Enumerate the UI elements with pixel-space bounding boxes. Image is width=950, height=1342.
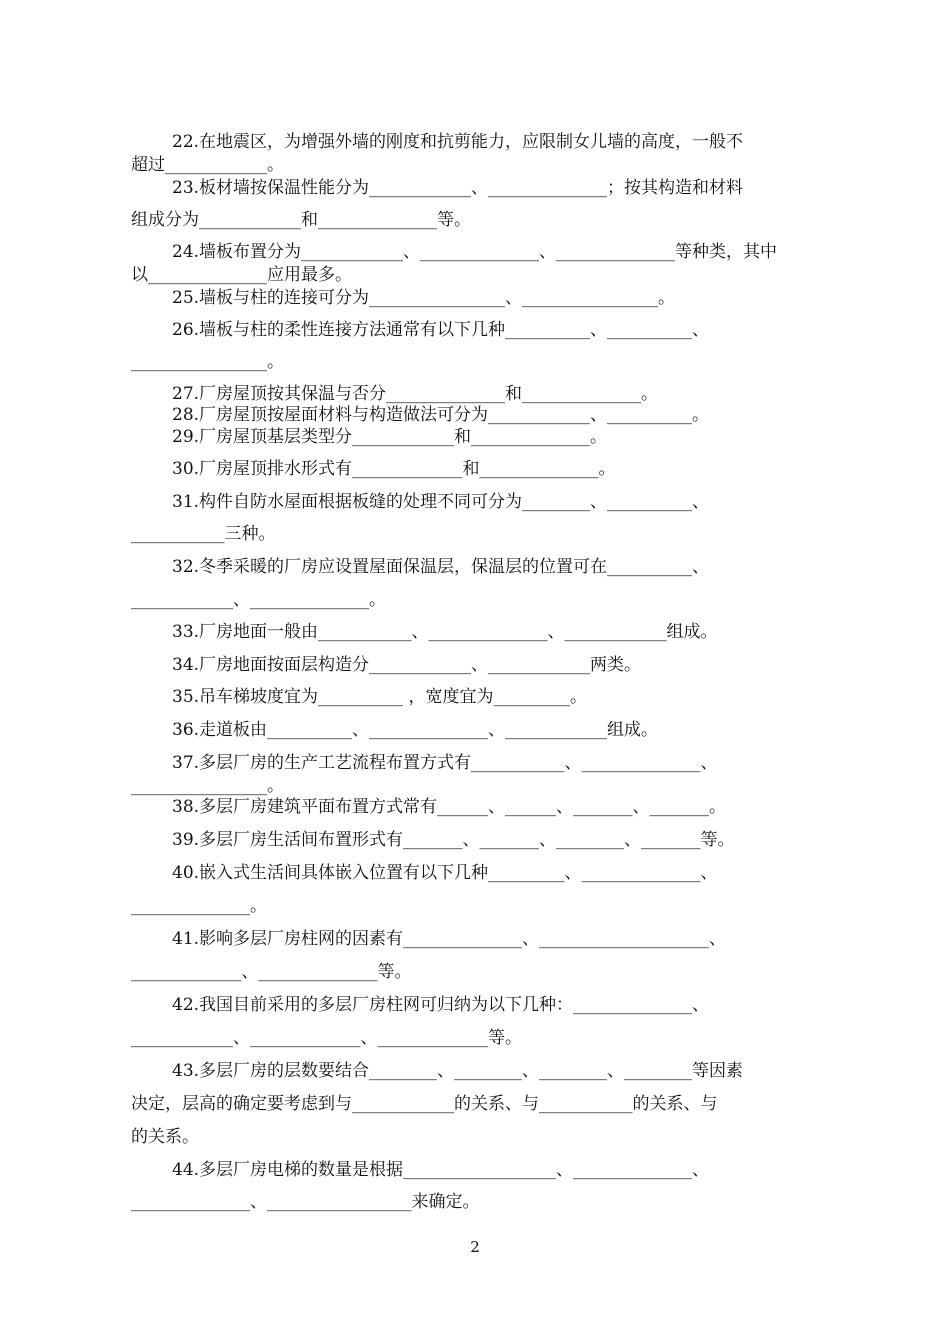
- question-32-line-2: ____________、______________。: [131, 590, 386, 610]
- question-41-line-2: _____________、______________等。: [131, 962, 412, 982]
- question-40-line-2: ______________。: [131, 896, 267, 916]
- question-37-line-2: ________________。: [131, 776, 284, 796]
- question-37-line-1: 37.多层厂房的生产工艺流程布置方式有___________、______________、: [172, 753, 718, 773]
- question-31-line-2: ___________三种。: [131, 524, 276, 544]
- question-43-line-1: 43.多层厂房的层数要结合________、________、________、________等因素: [172, 1061, 744, 1081]
- question-32-line-1: 32.冬季采暖的厂房应设置屋面保温层，保温层的位置可在__________、: [172, 557, 710, 577]
- question-38-line: 38.多层厂房建筑平面布置方式常有______、______、_______、_______。: [172, 797, 727, 817]
- question-22-line-1: 22.在地震区，为增强外墙的刚度和抗剪能力，应限制女儿墙的高度，一般不: [172, 132, 744, 152]
- question-44-line-2: ______________、_________________来确定。: [131, 1192, 480, 1212]
- question-25-line: 25.墙板与柱的连接可分为________________、________________。: [172, 288, 676, 308]
- question-23-line-1: 23.板材墙按保温性能分为____________、______________；按其构造和材料: [172, 178, 744, 198]
- question-39-line: 39.多层厂房生活间布置形式有_______、_______、________、_______等。: [172, 830, 735, 850]
- question-36-line: 36.走道板由__________、______________、____________组成。: [172, 720, 659, 740]
- page-number: 2: [470, 1238, 480, 1256]
- question-22-line-2: 超过____________。: [131, 155, 284, 175]
- question-30-line: 30.厂房屋顶排水形式有_____________和______________。: [172, 459, 616, 479]
- question-42-line-1: 42.我国目前采用的多层厂房柱网可归纳为以下几种：______________、: [172, 995, 710, 1015]
- question-24-line-2: 以______________应用最多。: [131, 265, 352, 285]
- question-26-line-2: ________________。: [131, 352, 284, 372]
- question-26-line-1: 26.墙板与柱的柔性连接方法通常有以下几种__________、__________、: [172, 320, 710, 340]
- question-34-line: 34.厂房地面按面层构造分____________、____________两类。: [172, 655, 642, 675]
- question-33-line: 33.厂房地面一般由___________、______________、____________组成。: [172, 622, 718, 642]
- question-41-line-1: 41.影响多层厂房柱网的因素有______________、____________________、: [172, 929, 727, 949]
- question-42-line-2: ____________、_____________、_____________等。: [131, 1028, 522, 1048]
- question-27-line: 27.厂房屋顶按其保温与否分______________和______________。: [172, 384, 659, 404]
- question-23-line-2: 组成分为____________和______________等。: [131, 210, 471, 230]
- question-28-line: 28.厂房屋顶按屋面材料与构造做法可分为____________、__________。: [172, 405, 710, 425]
- question-44-line-1: 44.多层厂房电梯的数量是根据__________________、______________、: [172, 1160, 710, 1180]
- question-43-line-3: 的关系。: [131, 1127, 199, 1147]
- question-29-line: 29.厂房屋顶基层类型分____________和______________。: [172, 427, 608, 447]
- question-40-line-1: 40.嵌入式生活间具体嵌入位置有以下几种_________、______________、: [172, 863, 718, 883]
- question-31-line-1: 31.构件自防水屋面根据板缝的处理不同可分为________、__________、: [172, 492, 710, 512]
- question-43-line-2: 决定，层高的确定要考虑到与____________的关系、与___________的关系、与: [131, 1094, 718, 1114]
- question-35-line: 35.吊车梯坡度宜为__________ ，宽度宜为_________。: [172, 687, 587, 707]
- question-24-line-1: 24.墙板布置分为____________、______________、______________等种类，其中: [172, 242, 778, 262]
